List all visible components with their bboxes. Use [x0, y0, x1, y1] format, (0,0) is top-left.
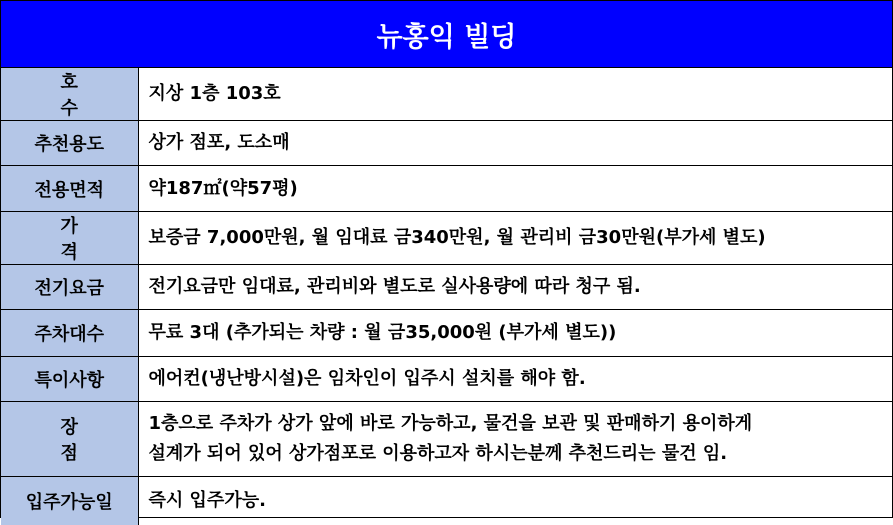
row-value-electricity: 전기요금만 임대료, 관리비와 별도로 실사용량에 따라 청구 됨. — [138, 265, 892, 310]
row-value-recommended-use: 상가 점포, 도소매 — [138, 121, 892, 166]
building-title: 뉴홍익 빌딩 — [1, 1, 892, 68]
table-row — [1, 310, 892, 357]
table-row — [1, 402, 892, 477]
listing-table — [1, 68, 892, 525]
row-label-unit: 호 수 — [1, 68, 138, 121]
row-label-parking: 주차대수 — [1, 310, 138, 357]
row-label-electricity: 전기요금 — [1, 265, 138, 310]
row-label-notes: 특이사항 — [1, 357, 138, 402]
row-value-parking: 무료 3대 (추가되는 차량 : 월 금35,000원 (부가세 별도)) — [138, 310, 892, 357]
table-row — [1, 68, 892, 121]
row-value-advantages — [138, 402, 892, 477]
row-value-price: 보증금 7,000만원, 월 임대료 금340만원, 월 관리비 금30만원(부가세 별도) — [138, 212, 892, 265]
row-label-recommended-use: 추천용도 — [1, 121, 138, 166]
row-value-unit: 지상 1층 103호 — [138, 68, 892, 121]
table-row — [1, 357, 892, 402]
advantages-line-2: 설계가 되어 있어 상가점포로 이용하고자 하시는분께 추천드리는 물건 임. — [148, 443, 728, 464]
table-row — [1, 166, 892, 212]
row-label-price: 가 격 — [1, 212, 138, 265]
row-label-advantages: 장 점 — [1, 402, 138, 477]
table-row — [1, 121, 892, 166]
row-value-area: 약187㎡(약57평) — [138, 166, 892, 212]
table-row — [1, 265, 892, 310]
table-row — [1, 477, 892, 525]
row-label-area: 전용면적 — [1, 166, 138, 212]
row-value-move-in-date: 즉시 입주가능. — [138, 477, 892, 525]
row-label-move-in-date: 입주가능일 — [1, 477, 138, 525]
row-value-notes: 에어컨(냉난방시설)은 임차인이 입주시 설치를 해야 함. — [138, 357, 892, 402]
table-row — [1, 212, 892, 265]
advantages-line-1: 1층으로 주차가 상가 앞에 바로 가능하고, 물건을 보관 및 판매하기 용이하게 — [148, 413, 753, 434]
